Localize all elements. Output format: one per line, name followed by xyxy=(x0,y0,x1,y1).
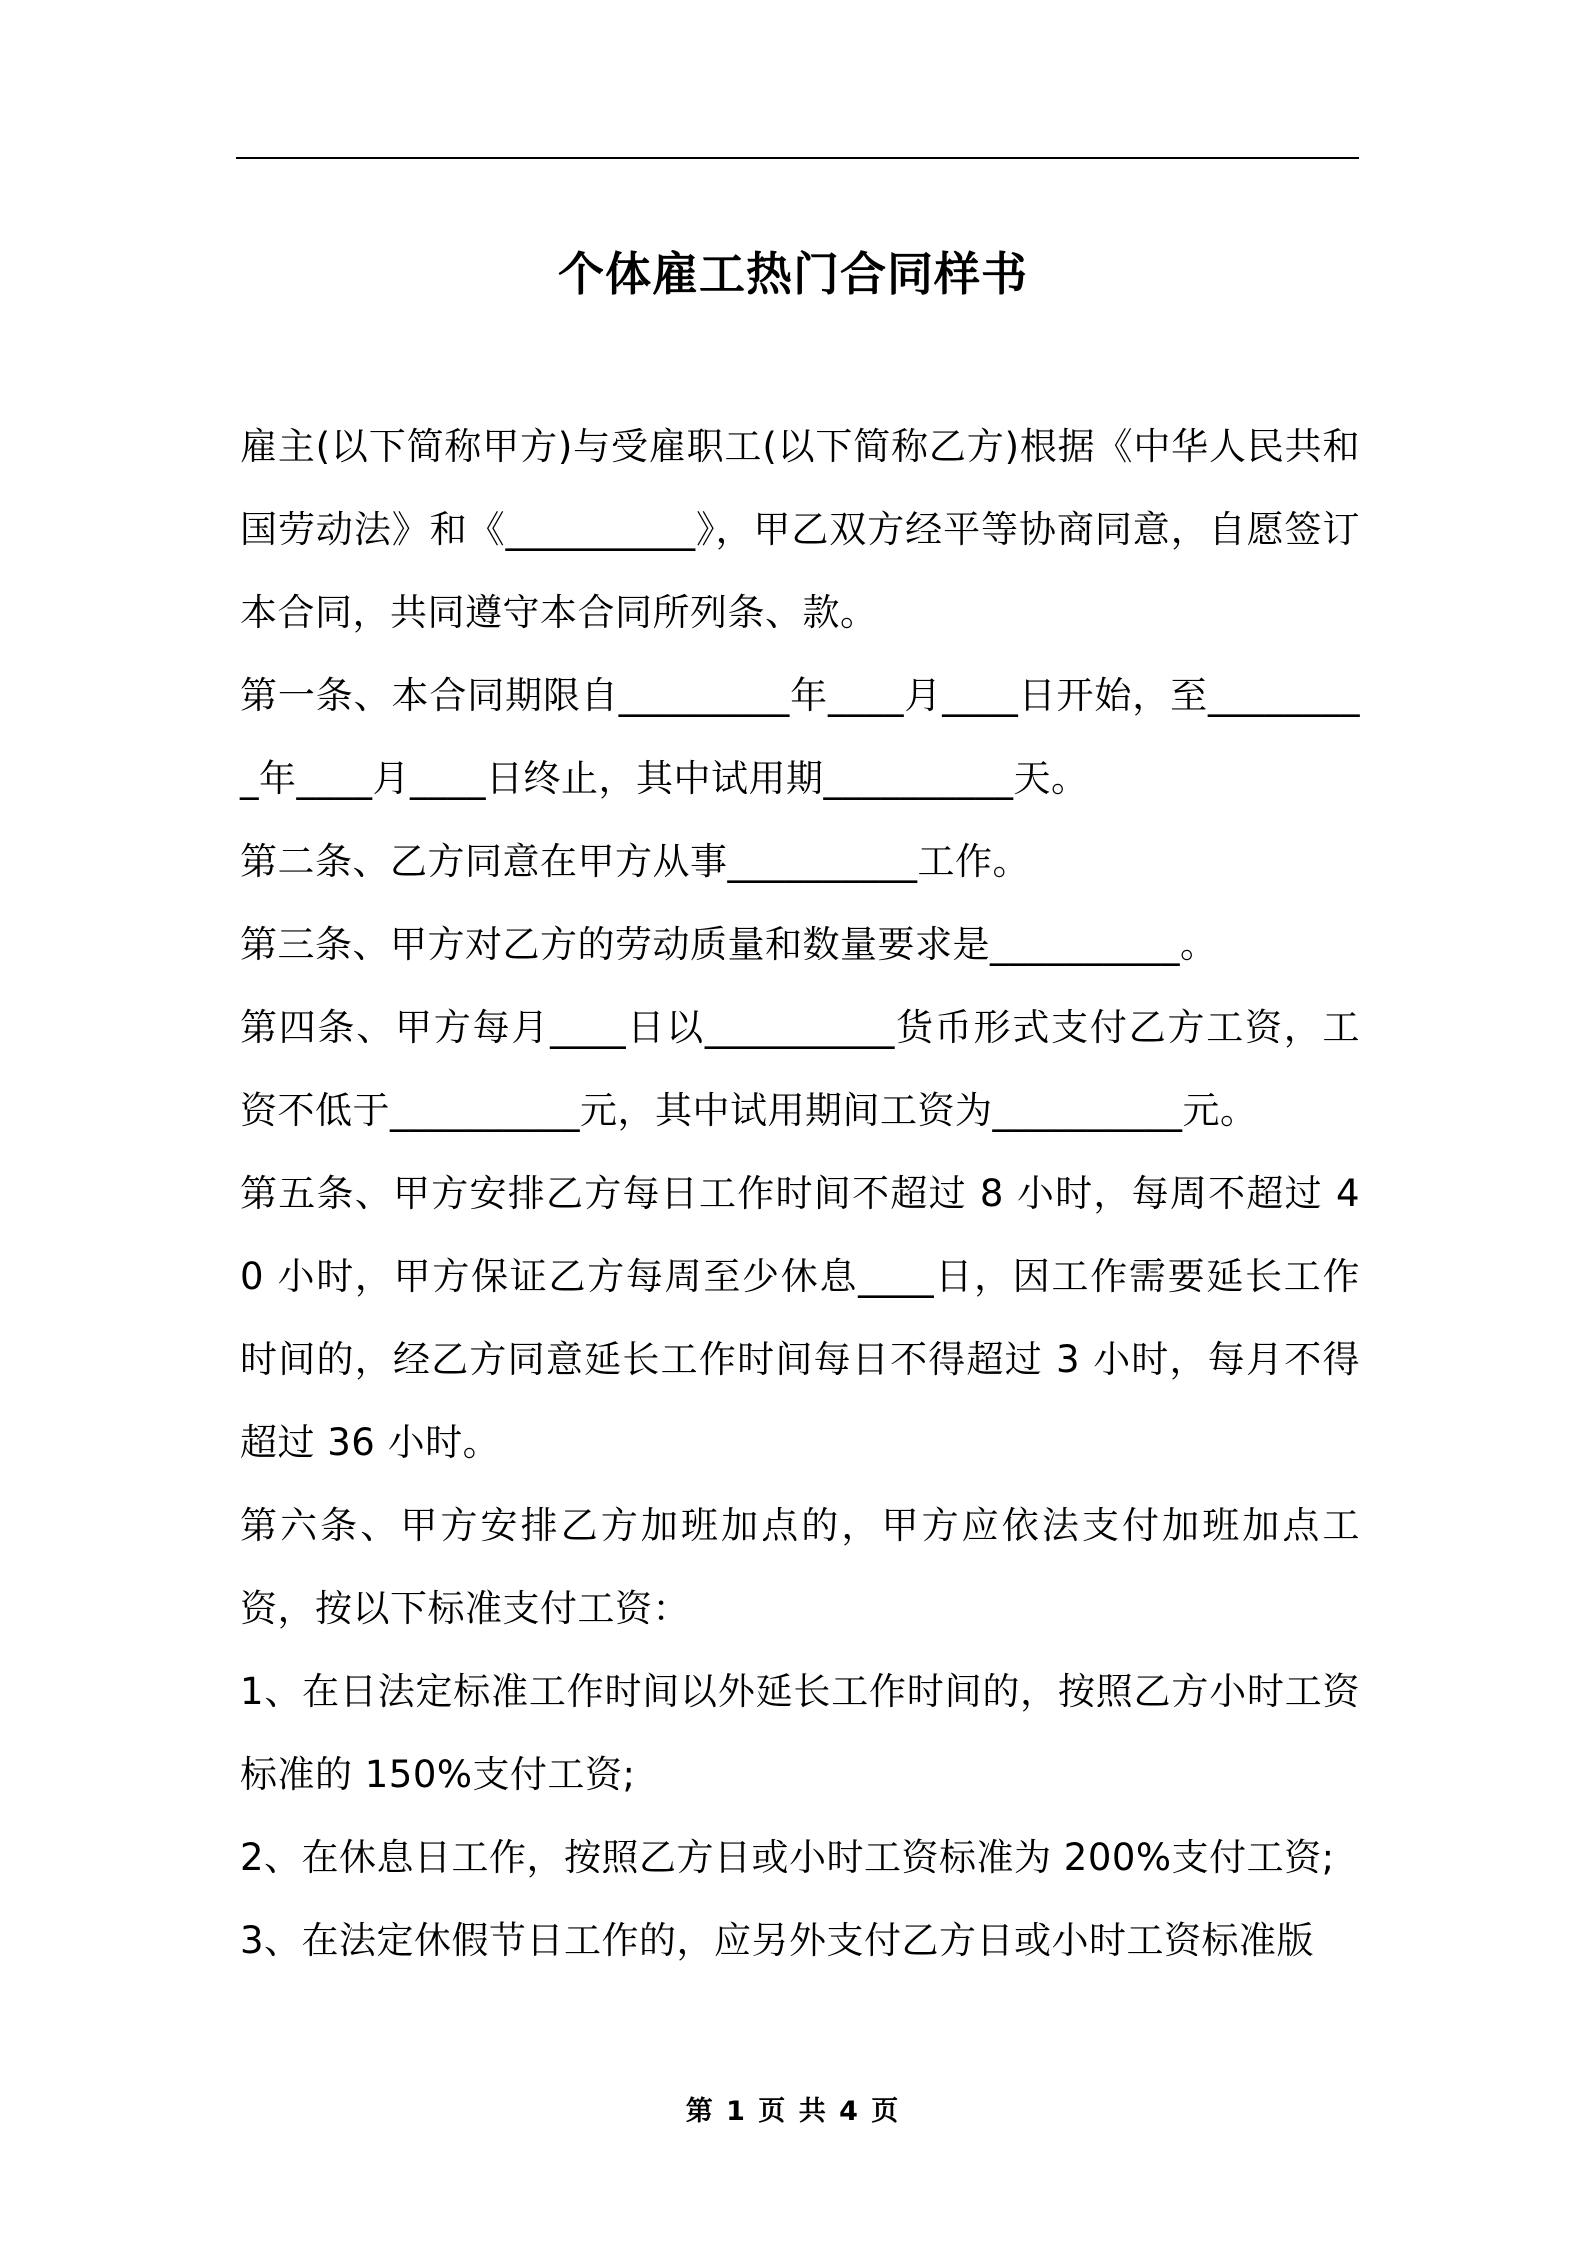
list-item-1: 1、在日法定标准工作时间以外延长工作时间的，按照乙方小时工资标准的 150%支付工资; xyxy=(240,1670,1360,1796)
paragraph-article-2: 第二条、乙方同意在甲方从事__________工作。 xyxy=(240,840,1030,883)
paragraph-article-5: 第五条、甲方安排乙方每日工作时间不超过 8 小时，每周不超过 40 小时，甲方保证乙方每周至少休息____日，因工作需要延长工作时间的，经乙方同意延长工作时间每日不得超过 3 小时，每月不得超过 36 小时。 xyxy=(240,1172,1360,1464)
header-rule xyxy=(236,157,1359,159)
page-number-footer: 第 1 页 共 4 页 xyxy=(685,2096,901,2127)
document-title: 个体雇工热门合同样书 xyxy=(558,246,1028,301)
document-body xyxy=(240,405,1360,1982)
paragraph-preamble: 雇主(以下简称甲方)与受雇职工(以下简称乙方)根据《中华人民共和国劳动法》和《__________》，甲乙双方经平等协商同意，自愿签订本合同，共同遵守本合同所列条、款。 xyxy=(240,425,1360,634)
list-item-2: 2、在休息日工作，按照乙方日或小时工资标准为 200%支付工资; xyxy=(240,1836,1335,1879)
paragraph-article-6: 第六条、甲方安排乙方加班加点的，甲方应依法支付加班加点工资，按以下标准支付工资： xyxy=(240,1504,1360,1630)
list-item-3: 3、在法定休假节日工作的，应另外支付乙方日或小时工资标准版 xyxy=(240,1919,1315,1962)
paragraph-article-4: 第四条、甲方每月____日以__________货币形式支付乙方工资，工资不低于__________元，其中试用期间工资为__________元。 xyxy=(240,1006,1360,1132)
paragraph-article-3: 第三条、甲方对乙方的劳动质量和数量要求是__________。 xyxy=(240,923,1218,966)
paragraph-article-1: 第一条、本合同期限自_________年____月____日开始，至_________年____月____日终止，其中试用期__________天。 xyxy=(240,674,1360,800)
